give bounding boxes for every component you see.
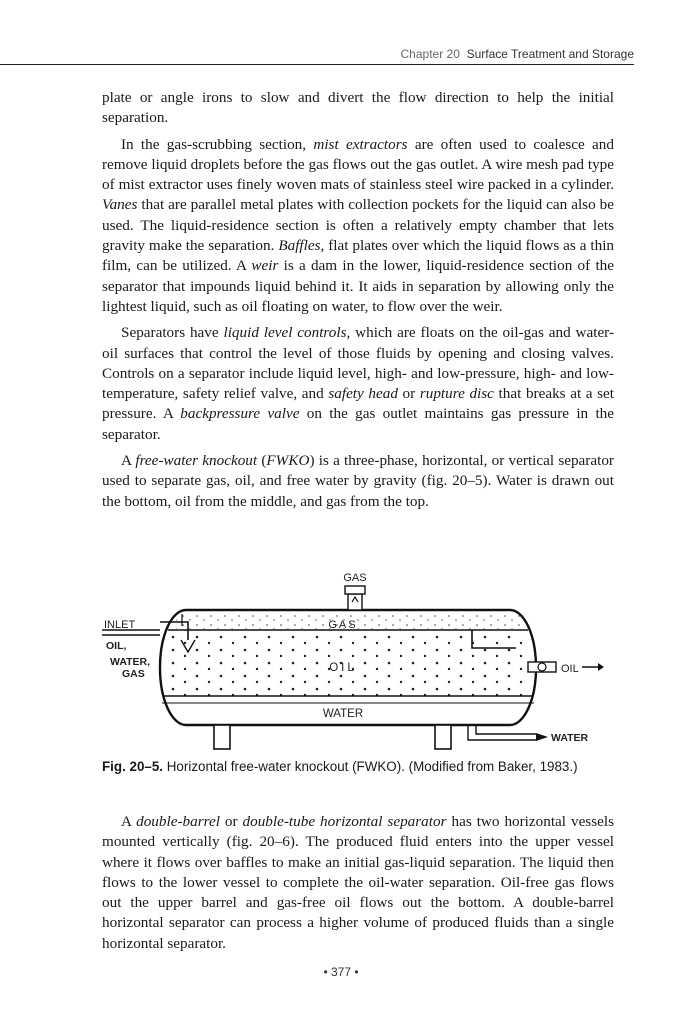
text-run: , flat plates over which the liquid flows as a thin film, can be utilized. A xyxy=(102,237,615,275)
paragraph xyxy=(102,88,614,129)
label-inlet: INLET xyxy=(104,619,136,631)
label-inlet-water: WATER, xyxy=(110,656,151,668)
label-inlet-gas: GAS xyxy=(122,668,145,680)
italic-term: safety head xyxy=(328,385,398,403)
italic-term: Baffles xyxy=(278,237,321,255)
paragraph xyxy=(102,323,614,445)
paragraph xyxy=(102,451,614,512)
italic-term: mist extractors xyxy=(313,135,408,153)
text-run: are often used to coalesce and remove liquid droplets before the gas flows out the gas outlet. A wire mesh pad type of mist extractor uses finely woven mats of stainless steel wire packed in a cylinder. xyxy=(102,135,614,194)
text-run: or xyxy=(219,813,243,830)
body-text-bottom xyxy=(102,812,614,960)
italic-term: liquid level controls xyxy=(223,324,347,342)
italic-term: FWKO xyxy=(266,452,310,470)
text-run: plate or angle irons to slow and divert the flow direction to help the initial separation. xyxy=(102,89,614,127)
italic-term: rupture disc xyxy=(419,385,494,403)
label-oil-outlet: OIL xyxy=(561,663,579,675)
running-head xyxy=(401,47,634,61)
text-run: A xyxy=(121,452,136,470)
italic-term: double-tube horizontal separator xyxy=(242,813,447,830)
fwko-diagram xyxy=(96,568,620,752)
label-water-zone: WATER xyxy=(322,708,364,720)
right-leg xyxy=(435,725,451,749)
body-text-top xyxy=(102,88,614,518)
text-run: ( xyxy=(257,452,267,470)
text-run: or xyxy=(397,385,420,403)
left-leg xyxy=(214,725,230,749)
italic-term: weir xyxy=(251,257,279,275)
caption-text: Horizontal free-water knockout (FWKO). (Modified from Baker, 1983.) xyxy=(166,759,578,774)
text-run: A xyxy=(121,813,137,830)
label-gas-zone: GAS xyxy=(328,619,358,631)
chapter-title: Surface Treatment and Storage xyxy=(466,47,634,61)
text-run: , which are floats on the oil-gas and water-oil surfaces that control the level of those fluids by opening and closing valves. Controls on a separator include liquid level, high- and low-pressure, high- and low-temperature, safety relief valve, and xyxy=(102,324,614,403)
oil-outlet-arrow xyxy=(598,663,604,671)
label-water-outlet: WATER xyxy=(551,732,589,744)
paragraph xyxy=(102,135,614,318)
label-inlet-oil: OIL, xyxy=(106,640,127,652)
figure-caption xyxy=(102,759,622,774)
text-run: that breaks at a set pressure. A xyxy=(102,385,615,423)
label-oil-zone: OIL xyxy=(329,662,357,674)
text-run: that are parallel metal plates with collection pockets for the liquid can also be used. The liquid-residence section is often a relatively empty chamber that lets gravity make the separation. xyxy=(102,196,614,255)
text-run: is a dam in the lower, liquid-residence section of the separator that impounds liquid behind it. It aids in separation by allowing only the lightest liquid, such as oil floating on water, to flow over the weir. xyxy=(102,257,614,315)
italic-term: backpressure valve xyxy=(180,405,300,423)
text-run: Separators have xyxy=(121,324,224,342)
text-run: has two horizontal vessels mounted vertically (fig. 20–6). The produced fluid enters into the upper vessel where it flows over baffles to make an initial gas-liquid separation. The liquid then flows to the lower vessel to complete the oil-water separation. Oil-free gas flows out the upper barrel and gas-free oil flows out the bottom. A double-barrel horizontal separator can process a higher volume of produced fluids than a single horizontal separator. xyxy=(102,813,615,952)
chapter-number: Chapter 20 xyxy=(400,47,460,61)
text-run: on the gas outlet maintains gas pressure in the separator. xyxy=(102,405,614,443)
caption-number: Fig. 20–5. xyxy=(102,759,164,774)
text-run: ) is a three-phase, horizontal, or vertical separator used to separate gas, oil, and free water by gravity (fig. 20–5). Water is drawn out the bottom, oil from the middle, and gas from the top. xyxy=(102,452,614,510)
water-outlet-arrow xyxy=(536,733,548,741)
page-number: • 377 • xyxy=(323,965,359,979)
italic-term: Vanes xyxy=(102,196,138,214)
paragraph xyxy=(102,812,614,954)
header-rule xyxy=(0,64,634,65)
italic-term: free-water knockout xyxy=(135,452,258,470)
label-gas-outlet: GAS xyxy=(343,572,367,584)
water-outlet-pipe xyxy=(468,725,536,740)
text-run: In the gas-scrubbing section, xyxy=(121,135,314,153)
italic-term: double-barrel xyxy=(136,813,220,830)
